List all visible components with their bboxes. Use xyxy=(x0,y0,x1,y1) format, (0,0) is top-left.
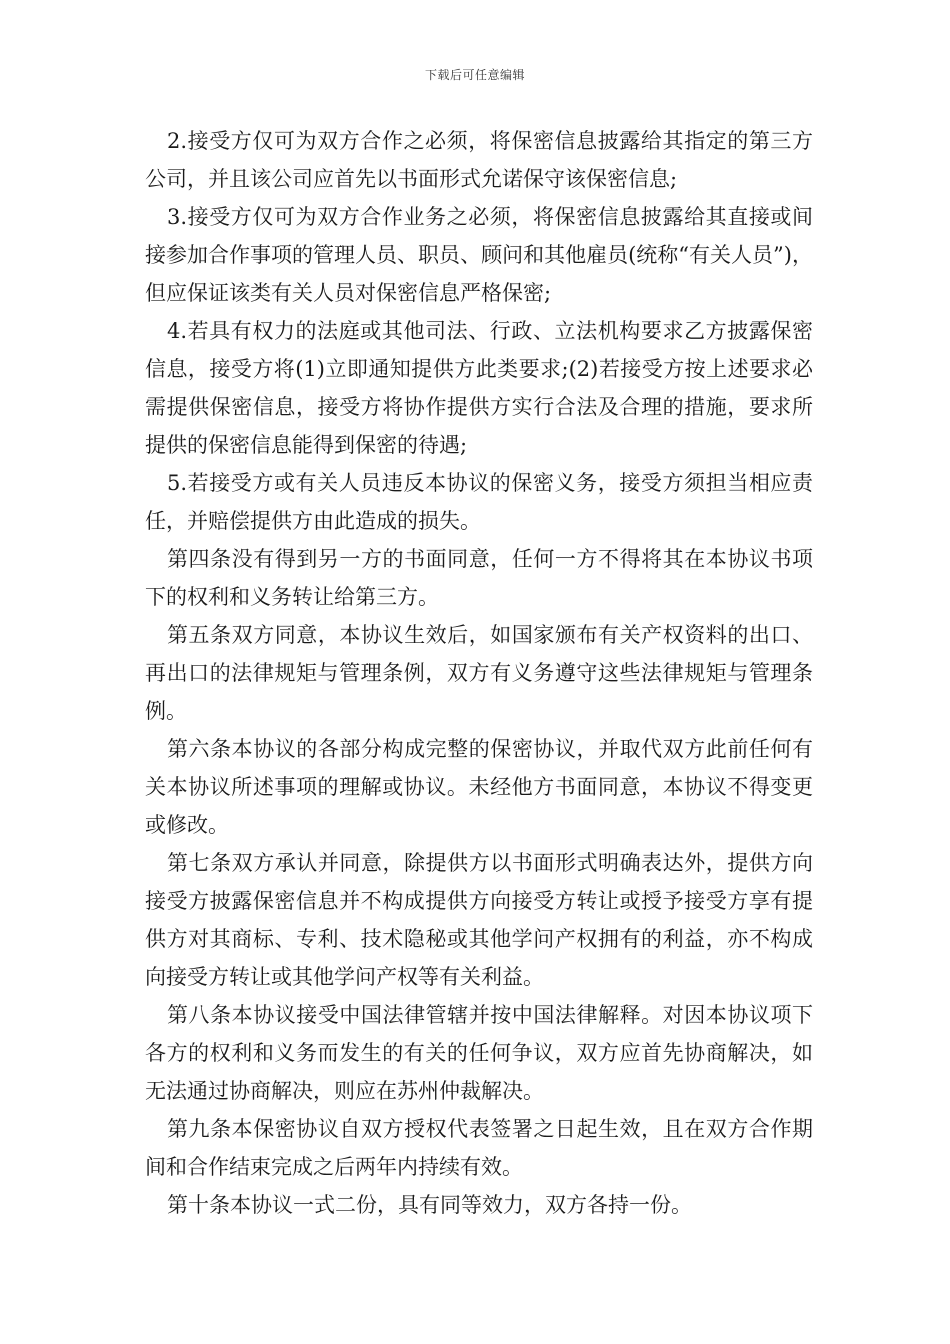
paragraph-clause-3: 3.接受方仅可为双方合作业务之必须，将保密信息披露给其直接或间接参加合作事项的管理人员、职员、顾问和其他雇员(统称“有关人员”)，但应保证该类有关人员对保密信息严格保密; xyxy=(145,205,813,305)
paragraph-clause-2: 2.接受方仅可为双方合作之必须，将保密信息披露给其指定的第三方公司，并且该公司应首先以书面形式允诺保守该保密信息; xyxy=(145,129,813,191)
paragraph-article-7: 第七条双方承认并同意，除提供方以书面形式明确表达外，提供方向接受方披露保密信息并不构成提供方向接受方转让或授予接受方享有提供方对其商标、专利、技术隐秘或其他学问产权拥有的利益，亦不构成向接受方转让或其他学问产权等有关利益。 xyxy=(145,851,813,989)
paragraph-article-4: 第四条没有得到另一方的书面同意，任何一方不得将其在本协议书项下的权利和义务转让给第三方。 xyxy=(145,547,813,609)
paragraph-article-5: 第五条双方同意，本协议生效后，如国家颁布有关产权资料的出口、再出口的法律规矩与管理条例，双方有义务遵守这些法律规矩与管理条例。 xyxy=(145,623,813,723)
document-body xyxy=(145,122,813,1224)
page-header: 下载后可任意编辑 xyxy=(424,68,525,82)
paragraph-article-9: 第九条本保密协议自双方授权代表签署之日起生效，且在双方合作期间和合作结束完成之后两年内持续有效。 xyxy=(145,1117,813,1179)
paragraph-clause-4: 4.若具有权力的法庭或其他司法、行政、立法机构要求乙方披露保密信息，接受方将(1)立即通知提供方此类要求;(2)若接受方按上述要求必需提供保密信息，接受方将协作提供方实行合法及合理的措施，要求所提供的保密信息能得到保密的待遇; xyxy=(145,319,813,457)
paragraph-article-8: 第八条本协议接受中国法律管辖并按中国法律解释。对因本协议项下各方的权利和义务而发生的有关的任何争议，双方应首先协商解决，如无法通过协商解决，则应在苏州仲裁解决。 xyxy=(145,1003,813,1103)
paragraph-article-6: 第六条本协议的各部分构成完整的保密协议，并取代双方此前任何有关本协议所述事项的理解或协议。未经他方书面同意，本协议不得变更或修改。 xyxy=(145,737,813,837)
paragraph-article-10: 第十条本协议一式二份，具有同等效力，双方各持一份。 xyxy=(167,1193,692,1217)
paragraph-clause-5: 5.若接受方或有关人员违反本协议的保密义务，接受方须担当相应责任，并赔偿提供方由此造成的损失。 xyxy=(145,471,813,533)
